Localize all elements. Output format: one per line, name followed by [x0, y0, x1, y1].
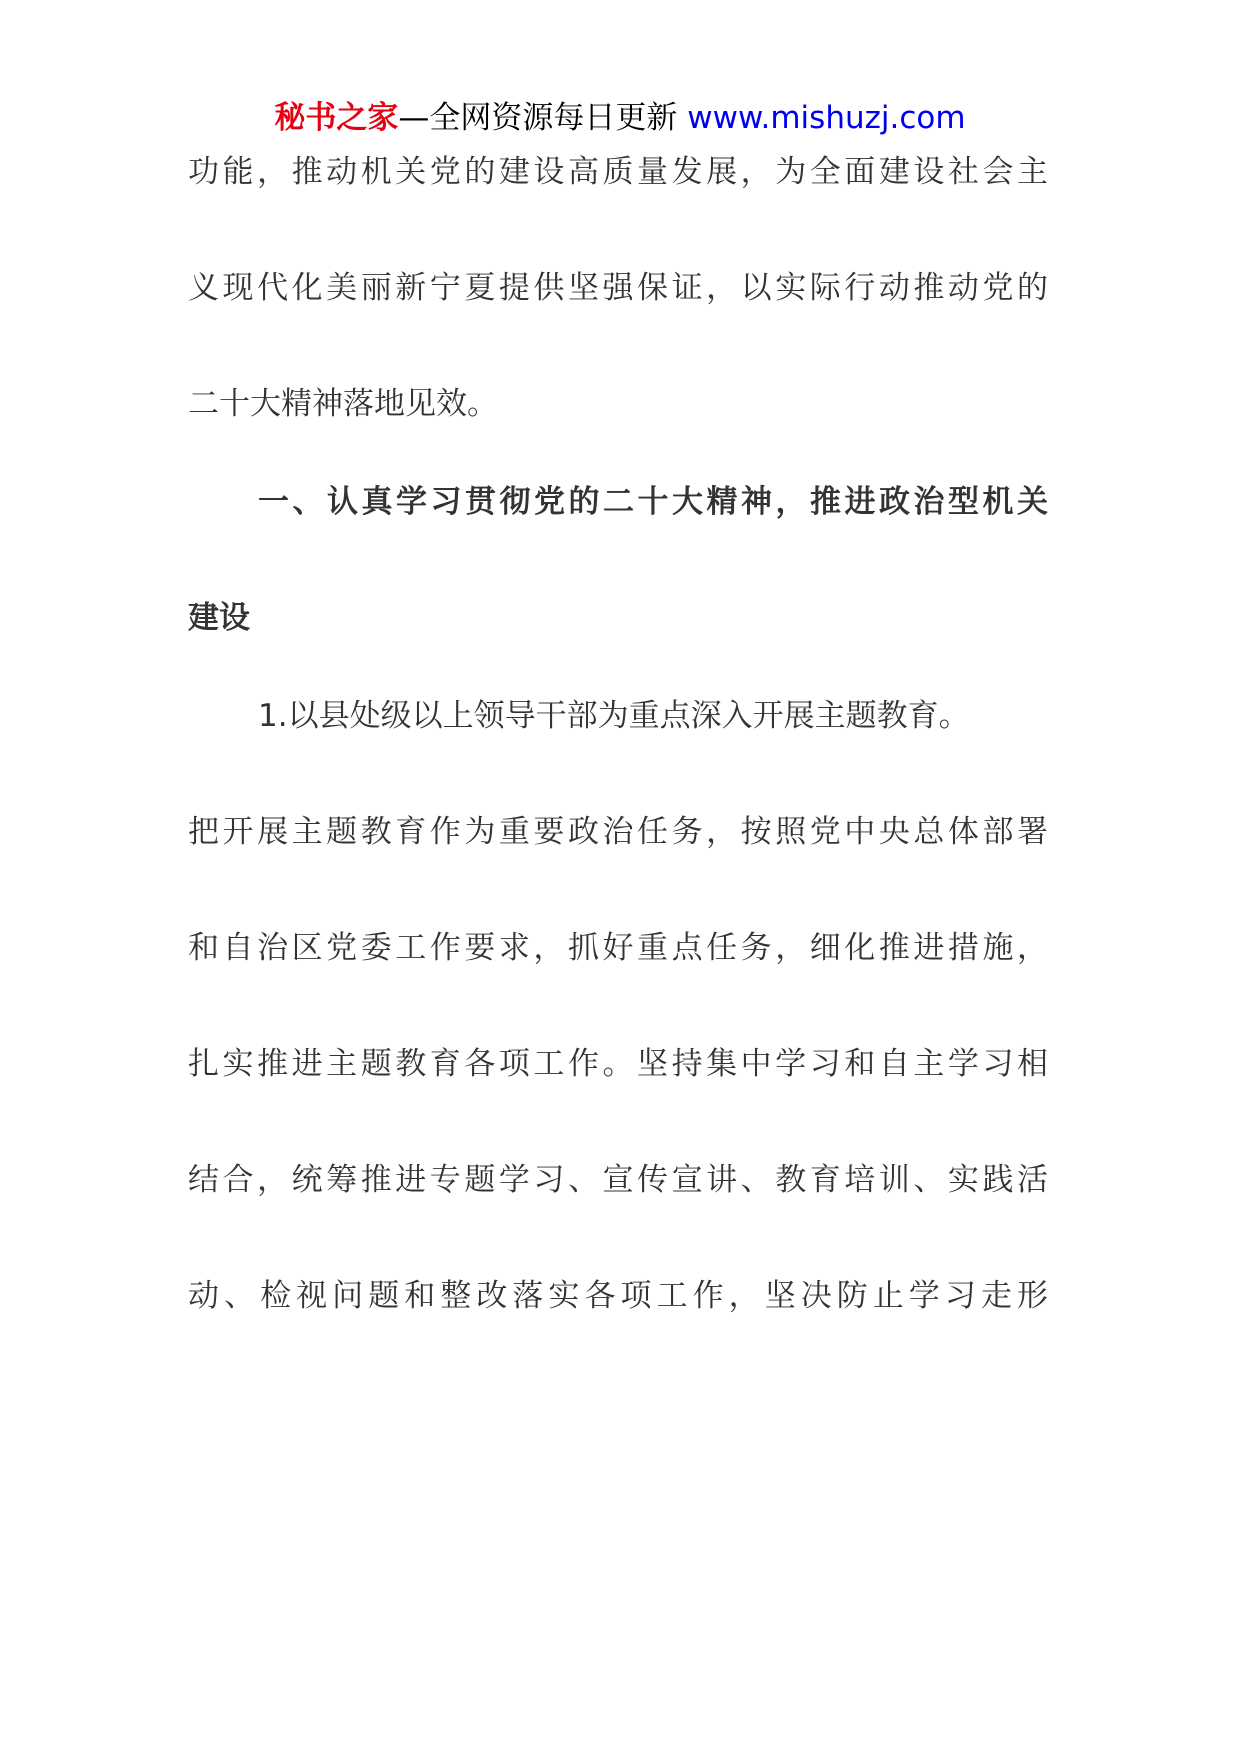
body-text-line: 扎实推进主题教育各项工作。坚持集中学习和自主学习相: [188, 1046, 1048, 1082]
section-heading: 一、认真学习贯彻党的二十大精神，推进政治型机关: [258, 484, 1048, 520]
site-brand: 秘书之家: [274, 100, 399, 136]
body-text-line: 把开展主题教育作为重要政治任务，按照党中央总体部署: [188, 814, 1048, 850]
body-text-line: 结合，统筹推进专题学习、宣传宣讲、教育培训、实践活: [188, 1162, 1048, 1198]
body-text-line: 动、检视问题和整改落实各项工作，坚决防止学习走形: [188, 1278, 1048, 1314]
site-tagline: —全网资源每日更新: [398, 100, 678, 136]
body-text-line: 和自治区党委工作要求，抓好重点任务，细化推进措施，: [188, 930, 1048, 966]
site-url-link[interactable]: www.mishuzj.com: [687, 100, 966, 136]
body-text-line: 义现代化美丽新宁夏提供坚强保证，以实际行动推动党的: [188, 270, 1048, 306]
subsection-title: 1.以县处级以上领导干部为重点深入开展主题教育。: [258, 698, 970, 734]
body-text-line: 功能，推动机关党的建设高质量发展，为全面建设社会主: [188, 154, 1048, 190]
body-text-line: 二十大精神落地见效。: [188, 386, 498, 422]
section-heading-continued: 建设: [188, 600, 250, 636]
site-header: [0, 98, 1240, 138]
